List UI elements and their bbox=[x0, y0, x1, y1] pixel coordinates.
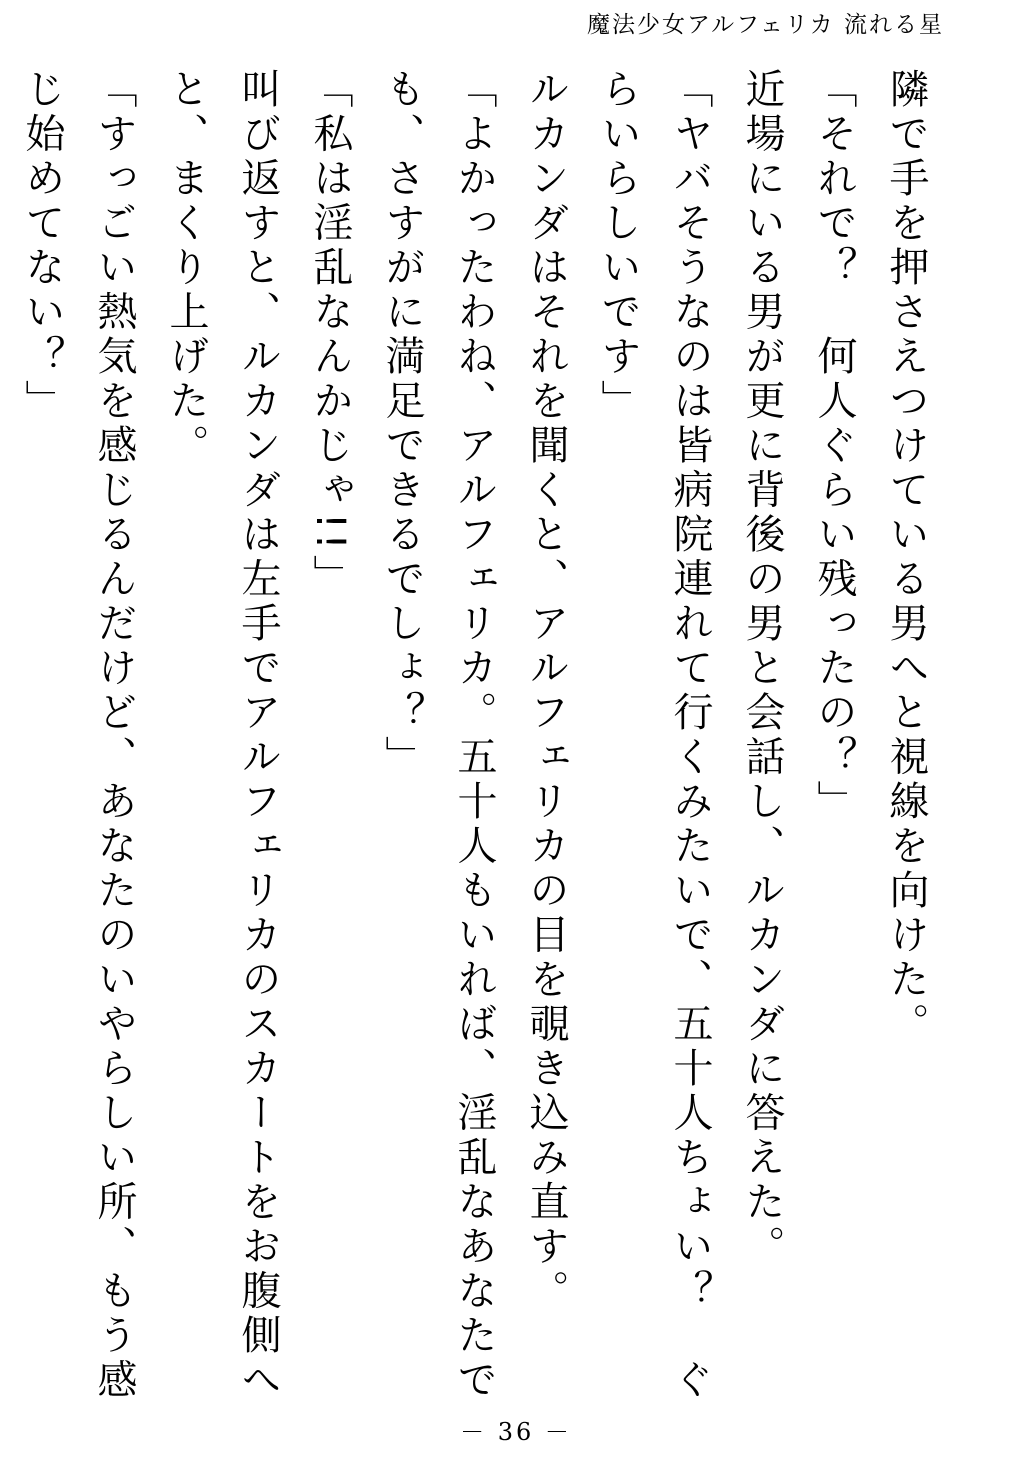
vertical-body-text bbox=[2, 68, 942, 1408]
page-number: － 36 － bbox=[460, 1418, 572, 1446]
paragraph: 「それで？ 何人ぐらい残ったの？」 bbox=[811, 68, 857, 825]
paragraph: 叫び返すと、ルカンダは左手でアルフェリカのスカートをお腹側へと、まくり上げた。 bbox=[163, 68, 281, 1403]
running-header: 魔法少女アルフェリカ 流れる星 bbox=[586, 12, 944, 38]
paragraph: 「私は淫乱なんかじゃ!!」 bbox=[307, 68, 353, 599]
paragraph: 隣で手を押さえつけている男へと視線を向けた。 bbox=[883, 68, 929, 1047]
paragraph: 「すっごい熱気を感じるんだけど、あなたのいやらしい所、もう感じ始めてない？」 bbox=[19, 68, 137, 1403]
paragraph: 「ヤバそうなのは皆病院連れて行くみたいで、五十人ちょい？ ぐらいらしいです」 bbox=[595, 68, 713, 1403]
paragraph: 近場にいる男が更に背後の男と会話し、ルカンダに答えた。 bbox=[739, 68, 785, 1270]
paragraph: ルカンダはそれを聞くと、アルフェリカの目を覗き込み直す。 bbox=[523, 68, 569, 1314]
paragraph bbox=[2, 68, 6, 1408]
paragraph: 「よかったわね、アルフェリカ。五十人もいれば、淫乱なあなたでも、さすがに満足できるでしょ？」 bbox=[379, 68, 497, 1403]
